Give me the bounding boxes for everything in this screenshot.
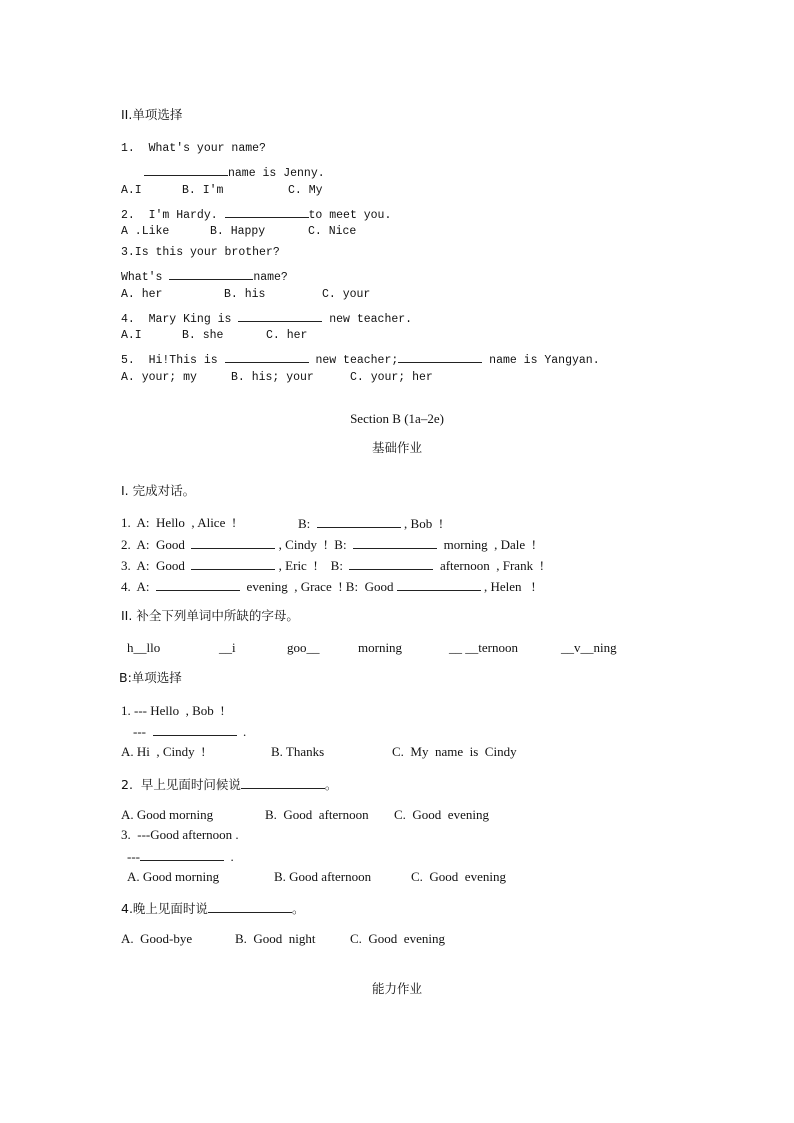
question-2: 2. I'm Hardy. to meet you. xyxy=(121,206,391,222)
basic-homework-title: 基础作业 xyxy=(371,440,422,455)
partb-question-3-reply: --- . xyxy=(127,849,234,864)
letters-word-6: __v__ning xyxy=(561,640,617,655)
dialog-line-2: 2. A: Good , Cindy ! B: morning , Dale ! xyxy=(121,537,536,552)
dialog-line-1: 1. A: Hello , Alice ! xyxy=(121,515,237,530)
partb-question-3-option-c: C. Good evening xyxy=(411,869,506,884)
partb-question-1-option-b: B. Thanks xyxy=(271,744,325,759)
answer-blank[interactable] xyxy=(156,579,240,591)
partb-question-2-option-a: A. Good morning xyxy=(121,807,214,822)
partb-question-2-option-b: B. Good afternoon xyxy=(265,807,369,822)
letters-word-3: goo__ xyxy=(287,640,320,655)
answer-blank[interactable] xyxy=(208,901,292,913)
question-4-option-b: B. she xyxy=(182,329,224,342)
dialog-heading: I. 完成对话。 xyxy=(121,483,196,498)
letters-word-5: __ __ternoon xyxy=(449,640,518,655)
answer-blank[interactable] xyxy=(225,351,309,363)
question-5-option-c: C. your; her xyxy=(350,371,433,384)
partb-question-3-option-b: B. Good afternoon xyxy=(274,869,372,884)
question-5-option-b: B. his; your xyxy=(231,371,314,384)
partb-question-4-option-a: A. Good-bye xyxy=(121,931,193,946)
question-3-option-c: C. your xyxy=(322,288,371,301)
question-3-line2: What's name? xyxy=(121,268,288,284)
question-2-option-a: A .Like xyxy=(121,225,170,238)
letters-word-4: morning xyxy=(358,640,403,655)
answer-blank[interactable] xyxy=(317,516,401,528)
answer-blank[interactable] xyxy=(144,164,228,176)
section-heading: II.单项选择 xyxy=(121,107,183,122)
partb-question-4-option-b: B. Good night xyxy=(235,931,316,946)
question-3-option-b: B. his xyxy=(224,288,266,301)
answer-blank[interactable] xyxy=(140,849,224,861)
question-1-option-a: A.I xyxy=(121,184,142,197)
section-title: Section B (1a–2e) xyxy=(350,411,444,426)
answer-blank[interactable] xyxy=(241,777,325,789)
dialog-line-4: 4. A: evening , Grace ! B: Good , Helen ! xyxy=(121,579,536,594)
answer-blank[interactable] xyxy=(397,579,481,591)
answer-blank[interactable] xyxy=(191,558,275,570)
partb-question-1-option-a: A. Hi , Cindy ! xyxy=(121,744,206,759)
question-5-option-a: A. your; my xyxy=(121,371,197,384)
question-1: 1. What's your name? xyxy=(121,142,266,155)
question-5: 5. Hi!This is new teacher; name is Yangyan. xyxy=(121,351,600,367)
question-3-option-a: A. her xyxy=(121,288,163,301)
question-4: 4. Mary King is new teacher. xyxy=(121,310,412,326)
letters-heading: II. 补全下列单词中所缺的字母。 xyxy=(121,608,299,623)
answer-blank[interactable] xyxy=(153,724,237,736)
question-1-line2: name is Jenny. xyxy=(144,164,325,180)
partb-question-4-option-c: C. Good evening xyxy=(350,931,445,946)
question-4-option-c: C. her xyxy=(266,329,308,342)
answer-blank[interactable] xyxy=(225,206,309,218)
question-2-option-b: B. Happy xyxy=(210,225,266,238)
question-1-option-c: C. My xyxy=(288,184,323,197)
ability-homework-title: 能力作业 xyxy=(371,981,422,996)
partb-question-1: 1. --- Hello , Bob ! xyxy=(121,703,225,718)
partb-question-1-option-c: C. My name is Cindy xyxy=(392,744,517,759)
partb-heading: B:单项选择 xyxy=(119,670,182,685)
answer-blank[interactable] xyxy=(398,351,482,363)
answer-blank[interactable] xyxy=(238,310,322,322)
answer-blank[interactable] xyxy=(191,537,275,549)
partb-question-2-option-c: C. Good evening xyxy=(394,807,489,822)
question-4-option-a: A.I xyxy=(121,329,142,342)
question-3: 3.Is this your brother? xyxy=(121,246,280,259)
partb-question-3-option-a: A. Good morning xyxy=(127,869,220,884)
letters-word-1: h__llo xyxy=(127,640,161,655)
partb-question-4: 4.晚上见面时说 。 xyxy=(121,901,305,916)
question-1-option-b: B. I'm xyxy=(182,184,224,197)
letters-word-2: __i xyxy=(219,640,236,655)
answer-blank[interactable] xyxy=(169,268,253,280)
partb-question-2: 2. 早上见面时问候说 。 xyxy=(121,777,338,792)
dialog-line-1-b: B: , Bob ! xyxy=(298,516,444,531)
answer-blank[interactable] xyxy=(353,537,437,549)
partb-question-1-reply: --- . xyxy=(133,724,247,739)
question-2-option-c: C. Nice xyxy=(308,225,357,238)
answer-blank[interactable] xyxy=(349,558,433,570)
partb-question-3: 3. ---Good afternoon . xyxy=(121,827,239,842)
dialog-line-3: 3. A: Good , Eric ! B: afternoon , Frank ! xyxy=(121,558,544,573)
